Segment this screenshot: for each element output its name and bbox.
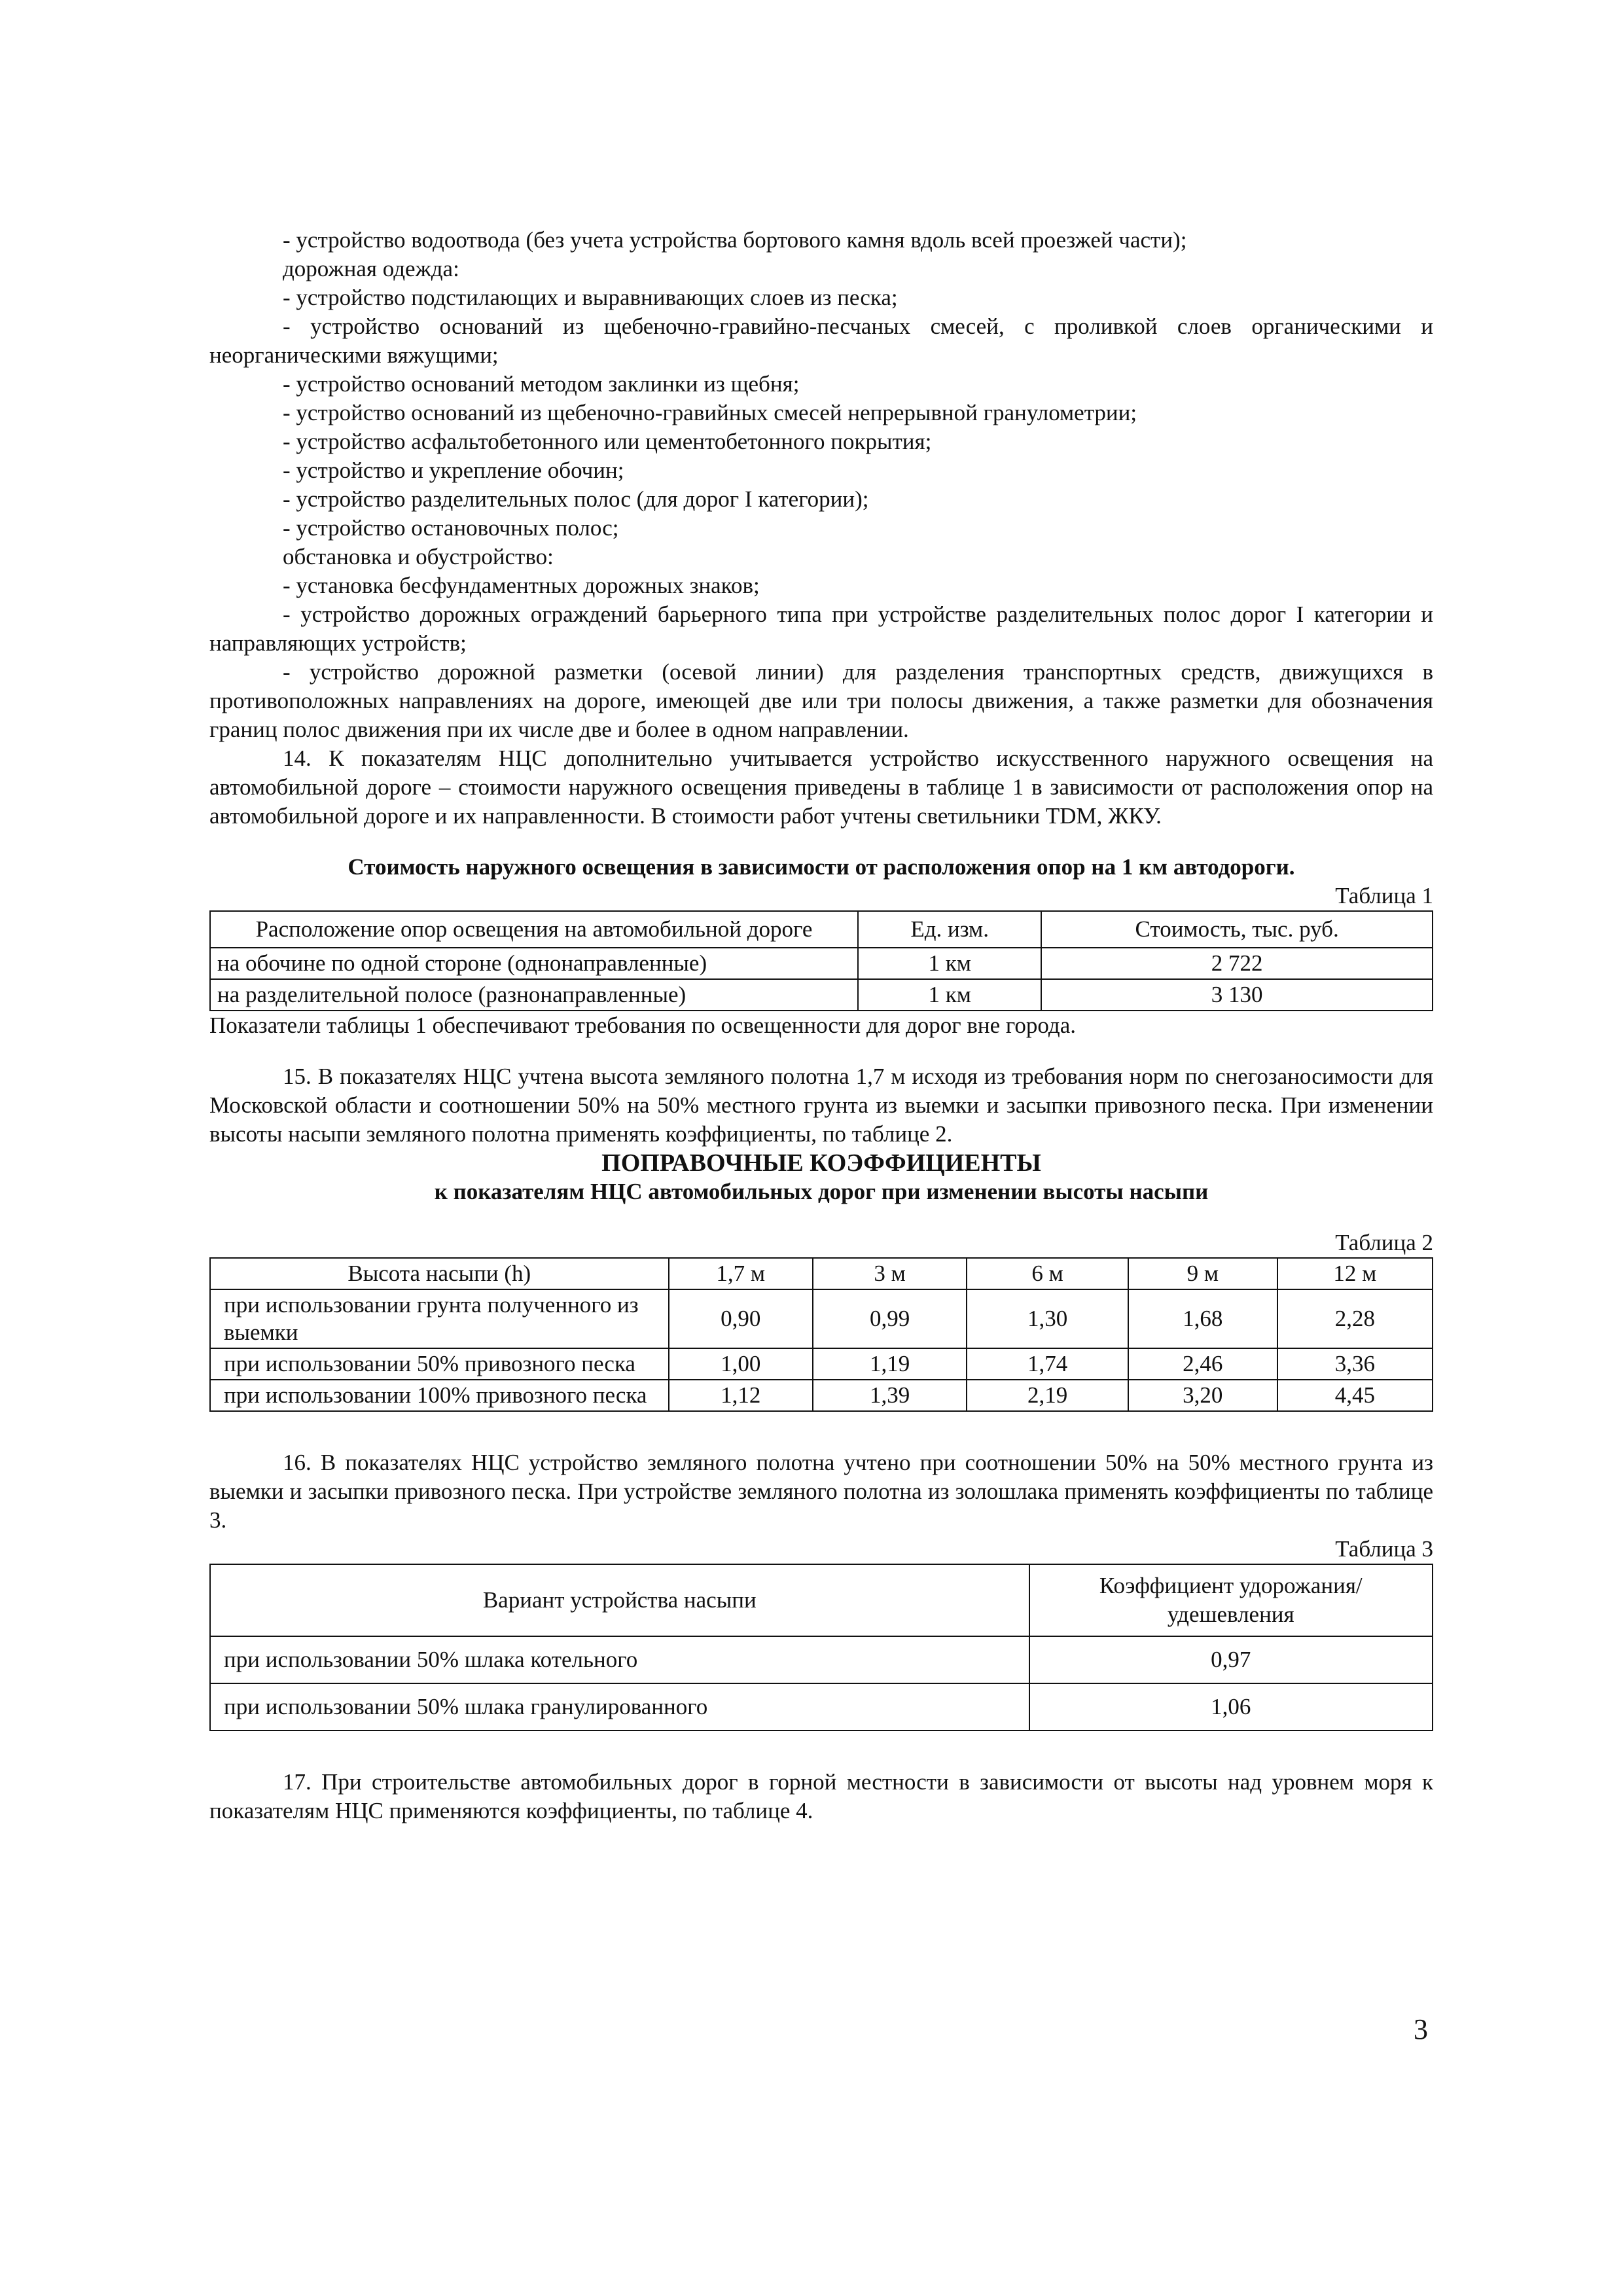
table-header-cell: Вариант устройства насыпи — [210, 1564, 1029, 1636]
table-cell: 1,74 — [967, 1348, 1128, 1380]
list-item: - устройство оснований из щебеночно-гравийных смесей непрерывной гранулометрии; — [283, 400, 1137, 425]
table-cell: 4,45 — [1277, 1380, 1433, 1411]
table-cell: 1,06 — [1029, 1683, 1433, 1731]
table-cell: 1,19 — [813, 1348, 967, 1380]
table-header-cell: Расположение опор освещения на автомобильной дороге — [210, 911, 858, 948]
table-cell: 3 130 — [1041, 979, 1433, 1011]
table-header-cell: 3 м — [813, 1258, 967, 1289]
table-header-cell: 6 м — [967, 1258, 1128, 1289]
list-item: - устройство остановочных полос; — [283, 515, 619, 541]
list-item: - устройство дорожных ограждений барьерного типа при устройстве разделительных полос дорог I категории и направляющих устройств; — [209, 601, 1433, 656]
table-cell: 1,68 — [1128, 1289, 1277, 1348]
list-item: - устройство подстилающих и выравнивающих слоев из песка; — [283, 285, 898, 310]
table-row — [210, 1348, 1433, 1380]
table2-title: ПОПРАВОЧНЫЕ КОЭФФИЦИЕНТЫ — [601, 1149, 1041, 1177]
table-cell: 1 км — [858, 948, 1041, 979]
paragraph-14: 14. К показателям НЦС дополнительно учитывается устройство искусственного наружного освещения на автомобильной дороге – стоимости наружного освещения приведены в таблице 1 в зависимости от расположения опор на автомобильной дороге и их направленности. В стоимости работ учтены светильники TDM, ЖКУ. — [209, 745, 1433, 829]
table-header-cell: Стоимость, тыс. руб. — [1041, 911, 1433, 948]
table-row — [210, 1289, 1433, 1348]
table-cell: 1,39 — [813, 1380, 967, 1411]
table2 — [209, 1257, 1433, 1412]
table-cell: 1,12 — [669, 1380, 813, 1411]
list-item: - устройство асфальтобетонного или цементобетонного покрытия; — [283, 429, 932, 454]
table-cell: 1 км — [858, 979, 1041, 1011]
section-heading-equipment: обстановка и обустройство: — [283, 544, 554, 569]
table-cell: при использовании 50% шлака котельного — [210, 1636, 1029, 1683]
table1-label: Таблица 1 — [1335, 883, 1433, 908]
list-item: - устройство водоотвода (без учета устройства бортового камня вдоль всей проезжей части); — [283, 227, 1187, 253]
list-item: - устройство разделительных полос (для дорог I категории); — [283, 486, 869, 512]
table-header-row — [210, 1258, 1433, 1289]
table-header-cell: 1,7 м — [669, 1258, 813, 1289]
table-cell: при использовании грунта полученного из выемки — [210, 1289, 669, 1348]
table-cell: 3,36 — [1277, 1348, 1433, 1380]
paragraph-17: 17. При строительстве автомобильных дорог в горной местности в зависимости от высоты над уровнем моря к показателям НЦС применяются коэффициенты, по таблице 4. — [209, 1769, 1433, 1823]
table2-label: Таблица 2 — [1335, 1230, 1433, 1255]
table-header-cell: 9 м — [1128, 1258, 1277, 1289]
table-cell: на разделительной полосе (разнонаправленные) — [210, 979, 858, 1011]
table-cell: 1,30 — [967, 1289, 1128, 1348]
table1-caption: Стоимость наружного освещения в зависимости от расположения опор на 1 км автодороги. — [348, 854, 1295, 880]
table-cell: 2,19 — [967, 1380, 1128, 1411]
paragraph-16: 16. В показателях НЦС устройство земляного полотна учтено при соотношении 50% на 50% местного грунта из выемки и засыпки привозного песка. При устройстве земляного полотна из золошлака применять коэффициенты по таблице 3. — [209, 1450, 1433, 1533]
table2-subtitle: к показателям НЦС автомобильных дорог при изменении высоты насыпи — [434, 1179, 1209, 1204]
table-header-cell: Высота насыпи (h) — [210, 1258, 669, 1289]
table3 — [209, 1564, 1433, 1731]
list-item: - установка бесфундаментных дорожных знаков; — [283, 573, 760, 598]
table-cell: 0,97 — [1029, 1636, 1433, 1683]
table-row — [210, 1380, 1433, 1411]
list-item: - устройство дорожной разметки (осевой линии) для разделения транспортных средств, движущихся в противоположных направлениях на дороге, имеющей две или три полосы движения, а также разметки для обозначения границ полос движения при их числе две и более в одном направлении. — [209, 659, 1433, 742]
table-row — [210, 979, 1433, 1011]
table-header-cell: Коэффициент удорожания/удешевления — [1029, 1564, 1433, 1636]
table-cell: 2 722 — [1041, 948, 1433, 979]
table1-note: Показатели таблицы 1 обеспечивают требования по освещенности для дорог вне города. — [209, 1013, 1076, 1038]
table-header-row — [210, 911, 1433, 948]
page-number: 3 — [1414, 2013, 1428, 2045]
list-item: - устройство оснований методом заклинки из щебня; — [283, 371, 800, 397]
table-cell: 3,20 — [1128, 1380, 1277, 1411]
table-header-cell: 12 м — [1277, 1258, 1433, 1289]
paragraph-15: 15. В показателях НЦС учтена высота земляного полотна 1,7 м исходя из требования норм по снегозаносимости для Московской области и соотношении 50% на 50% местного грунта из выемки и засыпки привозного песка. При изменении высоты насыпи земляного полотна применять коэффициенты, по таблице 2. — [209, 1064, 1433, 1147]
section-heading-road-surface: дорожная одежда: — [283, 256, 459, 281]
list-item: - устройство оснований из щебеночно-гравийно-песчаных смесей, с проливкой слоев органическими и неорганическими вяжущими; — [209, 314, 1433, 368]
table-header-cell: Ед. изм. — [858, 911, 1041, 948]
list-top — [209, 226, 1433, 744]
document-page — [209, 226, 1433, 1825]
table-row — [210, 1683, 1433, 1731]
table-row — [210, 1636, 1433, 1683]
table-cell: при использовании 50% шлака гранулированного — [210, 1683, 1029, 1731]
table-cell: 1,00 — [669, 1348, 813, 1380]
table-header-row — [210, 1564, 1433, 1636]
table-cell: 0,99 — [813, 1289, 967, 1348]
table-cell: при использовании 50% привозного песка — [210, 1348, 669, 1380]
table-cell: на обочине по одной стороне (однонаправленные) — [210, 948, 858, 979]
table-row — [210, 948, 1433, 979]
table-cell: 0,90 — [669, 1289, 813, 1348]
table-cell: 2,46 — [1128, 1348, 1277, 1380]
list-item: - устройство и укрепление обочин; — [283, 457, 624, 483]
table-cell: при использовании 100% привозного песка — [210, 1380, 669, 1411]
table1 — [209, 910, 1433, 1011]
table3-label: Таблица 3 — [1335, 1536, 1433, 1562]
table-cell: 2,28 — [1277, 1289, 1433, 1348]
